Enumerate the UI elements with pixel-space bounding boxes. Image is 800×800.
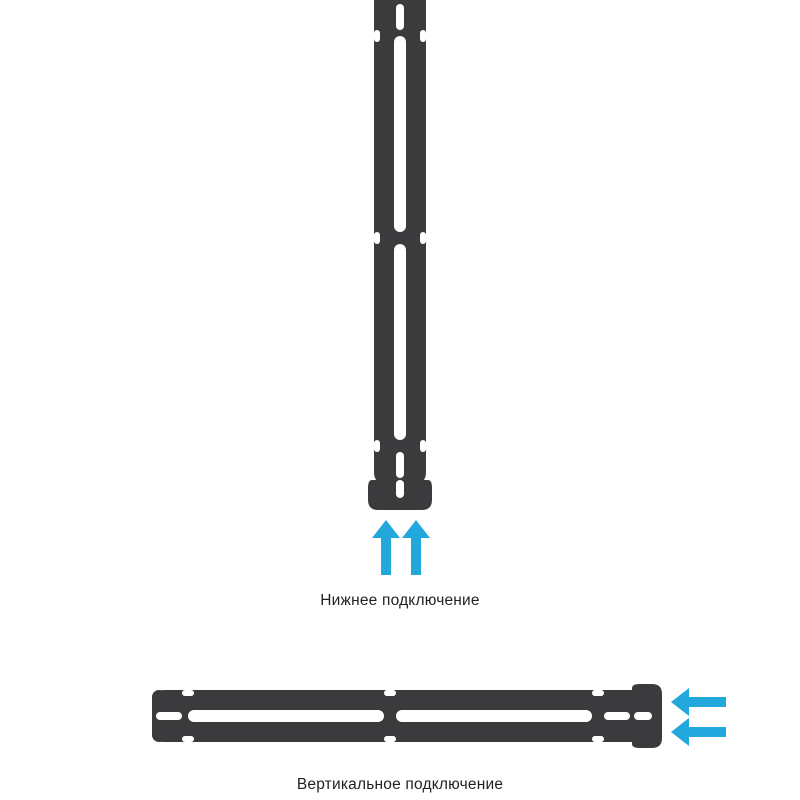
tube-cap-bottom [152,720,166,742]
radiator-void-2 [394,244,406,440]
notch-left-1 [374,30,380,42]
diagram-vertical-connection [0,640,800,800]
tube-cap-top [152,690,166,712]
slot-top-gap [396,4,404,30]
notch-right-2 [420,232,426,244]
manifold-center-slot-h [634,712,652,720]
notch-left-3 [374,440,380,452]
slot-right-gap [604,712,630,720]
radiator-void-h-2 [396,710,592,722]
tube-cap-left [374,0,396,14]
notch-bottom-2 [384,736,396,742]
flow-arrow-up-left [372,520,400,575]
radiator-body-vertical [368,0,432,510]
notch-top-1 [182,690,194,696]
notch-left-2 [374,232,380,244]
flow-arrow-up-right [402,520,430,575]
radiator-void-h-1 [188,710,384,722]
radiator-horizontal-graphic [0,640,800,770]
manifold-center-slot [396,480,404,498]
flow-arrows-up [372,520,430,575]
flow-arrows-left [671,688,726,746]
notch-bottom-1 [182,736,194,742]
notch-right-3 [420,440,426,452]
caption-vertical-connection: Вертикальное подключение [296,776,504,793]
slot-left-gap [156,712,182,720]
notch-bottom-3 [592,736,604,742]
notch-top-2 [384,690,396,696]
tube-cap-right [404,0,426,14]
flow-arrow-left-bottom [671,718,726,746]
flow-arrow-left-top [671,688,726,716]
notch-right-1 [420,30,426,42]
radiator-void-1 [394,36,406,232]
slot-bottom-gap [396,452,404,478]
caption-bottom-connection: Нижнее подключение [320,592,480,609]
notch-top-3 [592,690,604,696]
radiator-body-horizontal [152,684,662,748]
